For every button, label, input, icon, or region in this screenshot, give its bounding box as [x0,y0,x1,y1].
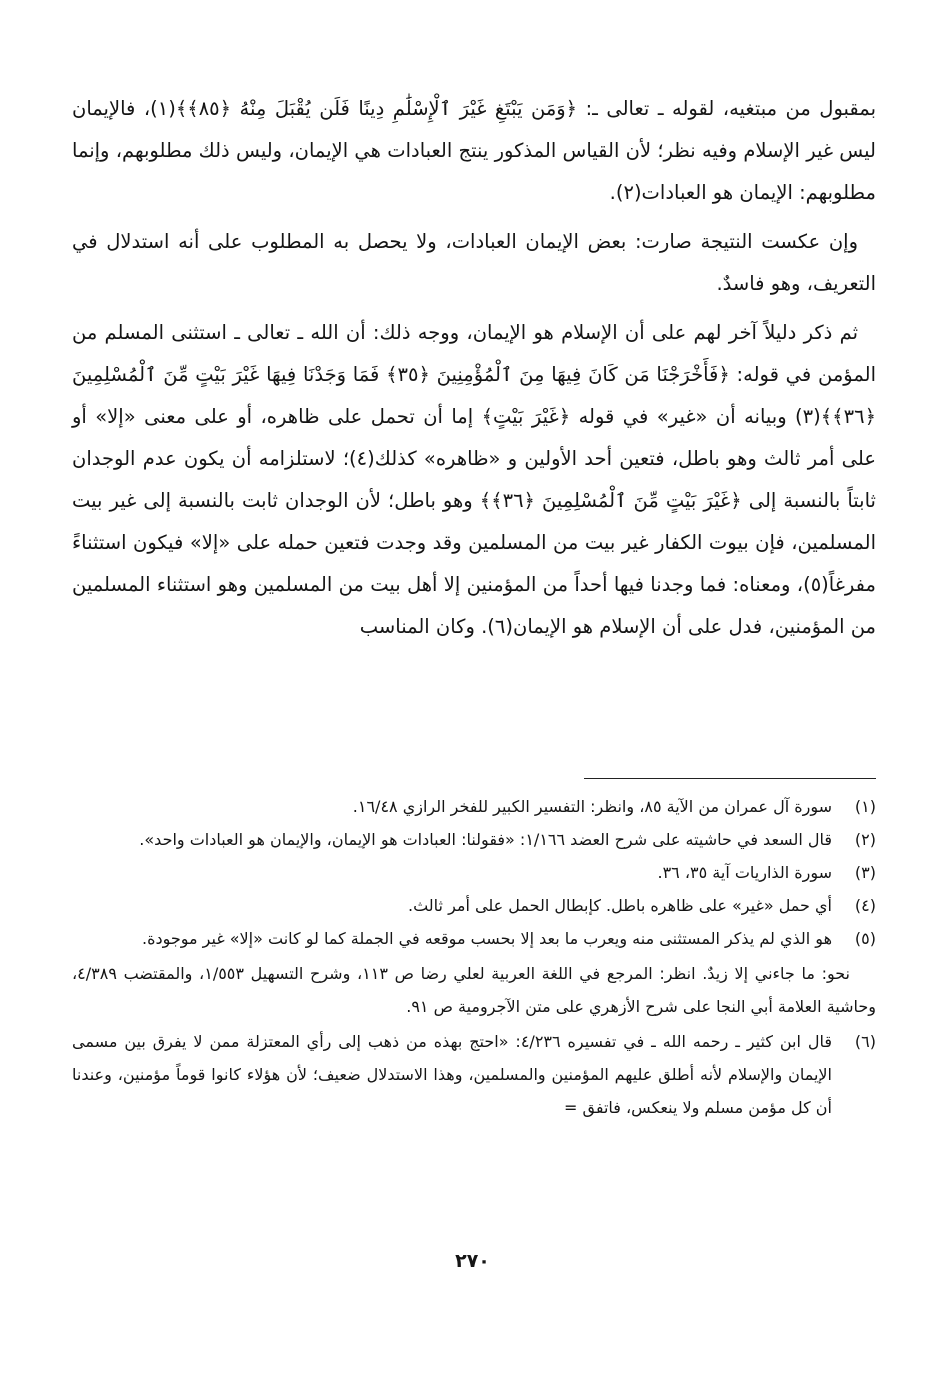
main-text [72,88,876,655]
footnote-1 [72,790,876,823]
footnote-text: سورة الذاريات آية ٣٥، ٣٦. [657,863,832,882]
paragraph-3: ثم ذكر دليلاً آخر لهم على أن الإسلام هو الإيمان، ووجه ذلك: أن الله ـ تعالى ـ استثنى المسلم من المؤمن في قوله: ﴿فَأَخْرَجْنَا مَن كَانَ فِيهَا مِنَ ٱلْمُؤْمِنِينَ ﴿٣٥﴾ فَمَا وَجَدْنَا فِيهَا غَيْرَ بَيْتٍ مِّنَ ٱلْمُسْلِمِينَ ﴿٣٦﴾﴾(٣) وبيانه أن «غير» في قوله ﴿غَيْرَ بَيْتٍ﴾ إما أن تحمل على ظاهره، أو على معنى «إلا» أو على أمر ثالث وهو باطل، فتعين أحد الأولين و «ظاهره» كذلك(٤)؛ لاستلزامه أن يكون عدم الوجدان ثابتاً بالنسبة إلى ﴿غَيْرَ بَيْتٍ مِّنَ ٱلْمُسْلِمِينَ ﴿٣٦﴾﴾ وهو باطل؛ لأن الوجدان ثابت بالنسبة إلى غير بيت المسلمين، فإن بيوت الكفار غير بيت من المسلمين وقد وجدت فتعين حمله على «إلا» فيكون استثناءً مفرغاً(٥)، ومعناه: فما وجدنا فيها أحداً من المؤمنين إلا أهل بيت من المسلمين وهو استثناء المسلمين من المؤمنين، فدل على أن الإسلام هو الإيمان(٦). وكان المناسب [72,321,876,638]
paragraph-2: وإن عكست النتيجة صارت: بعض الإيمان العبادات، ولا يحصل به المطلوب على أنه استدلال في التعريف، وهو فاسدٌ. [72,230,876,295]
footnote-5-example: نحو: ما جاءني إلا زيدٌ. انظر: المرجع في اللغة العربية لعلي رضا ص ١١٣، وشرح التسهيل ١/٥٥٣، والمقتضب ٤/٣٨٩، وحاشية العلامة أبي النجا على شرح الأزهري على متن الآجرومية ص ٩١. [72,964,876,1016]
footnote-text: قال ابن كثير ـ رحمه الله ـ في تفسيره ٤/٢٣٦: «احتج بهذه من ذهب إلى رأي المعتزلة ممن لا يفرق بين مسمى الإيمان والإسلام لأنه أطلق عليهم المؤمنين والمسلمين، وهذا الاستدلال ضعيف؛ لأن هؤلاء كانوا قوماً مؤمنين، وعندنا أن كل مؤمن مسلم ولا ينعكس، فاتفق = [72,1032,833,1117]
footnote-2 [72,823,876,856]
footnote-text: سورة آل عمران من الآية ٨٥، وانظر: التفسير الكبير للفخر الرازي ١٦/٤٨. [352,797,832,816]
footnote-number: (٦) [854,1032,876,1051]
footnote-separator [584,778,876,779]
footnotes [72,790,876,1124]
footnote-number: (١) [854,797,876,816]
footnote-number: (٤) [854,896,876,915]
footnote-5 [72,922,876,955]
footnote-4 [72,889,876,922]
footnote-3 [72,856,876,889]
footnote-text: قال السعد في حاشيته على شرح العضد ١/١٦٦: «فقولنا: العبادات هو الإيمان، والإيمان هو العبادات واحد». [139,830,832,849]
footnote-number: (٥) [854,929,876,948]
paragraph-1: بمقبول من مبتغيه، لقوله ـ تعالى ـ: ﴿وَمَن يَبْتَغِ غَيْرَ ٱلْإِسْلَٰمِ دِينًا فَلَن يُقْبَلَ مِنْهُ ﴿٨٥﴾﴾(١)، فالإيمان ليس غير الإسلام وفيه نظر؛ لأن القياس المذكور ينتج العبادات هي الإيمان، وليس ذلك مطلوبهم، وإنما مطلوبهم: الإيمان هو العبادات(٢). [72,97,876,204]
page-number: ٢٧٠ [455,1250,490,1272]
footnote-6 [72,1025,876,1124]
footnote-number: (٢) [854,830,876,849]
footnote-text: هو الذي لم يذكر المستثنى منه ويعرب ما بعد إلا بحسب موقعه في الجملة كما لو كانت «إلا» غير موجودة. [141,929,832,948]
footnote-text: أي حمل «غير» على ظاهره باطل. كإبطال الحمل على أمر ثالث. [408,896,832,915]
footnote-number: (٣) [854,863,876,882]
